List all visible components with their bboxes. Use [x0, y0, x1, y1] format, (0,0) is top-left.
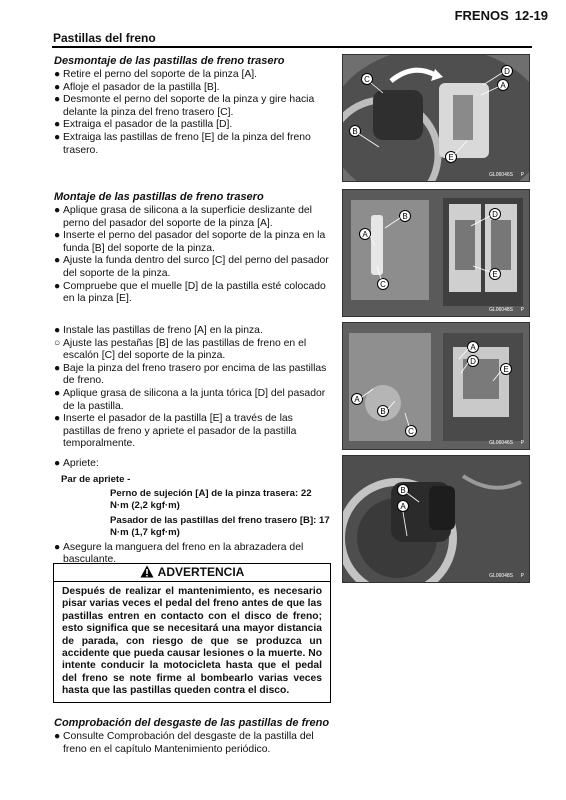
svg-text:B: B: [400, 486, 406, 495]
warning-body: Después de realizar el mantenimiento, es necesario pisar varias veces el pedal del freno antes de que las pastillas entren en contacto con el disco de freno; esto significa que se necesitará una mayor distancia de parada, con riesgo de que se produzca un accidente que pueda causar lesiones o la muerte. No intente conducir la motocicleta hasta que el pedal del freno se note firme al bombearlo varias veces hasta que las pastillas queden contra el disco.: [62, 586, 322, 697]
svg-text:E: E: [503, 365, 509, 374]
torque-spec: Perno de sujeción [A] de la pinza trasera: 22 N·m (2,2 kgf·m): [110, 487, 312, 511]
list-item: ● Instale las pastillas de freno [A] en la pinza.: [54, 325, 263, 336]
photo-caliper-installed: B A GL06048S P: [342, 455, 530, 583]
list-item: ● Aplique grasa de silicona a la superficie deslizante del perno del pasador del soporte de la pinza [A].: [54, 205, 312, 229]
list-item: ● Baje la pinza del freno trasero por encima de las pastillas de freno.: [54, 362, 327, 387]
section-rule: [52, 46, 532, 48]
torque-label: Par de apriete -: [61, 473, 131, 485]
svg-text:C: C: [364, 75, 370, 84]
svg-text:C: C: [380, 280, 386, 289]
removal-heading: Desmontaje de las pastillas de freno trasero: [54, 55, 285, 67]
inspection-heading: Comprobación del desgaste de las pastillas de freno: [54, 717, 330, 729]
installation-steps-b: [54, 325, 330, 451]
list-item: ● Desmonte el perno del soporte de la pinza y gire hacia delante la pinza del freno trasero [C].: [54, 94, 315, 118]
section-title: Pastillas del freno: [53, 31, 156, 45]
photo-caliper-removal: C D A B E GL06046S P: [342, 54, 530, 182]
list-item: ● Extraiga el pasador de la pastilla [D].: [54, 119, 233, 131]
installation-heading: Montaje de las pastillas de freno trasero: [54, 191, 264, 203]
inspection-section: [54, 717, 330, 756]
list-item: ● Asegure la manguera del freno en la abrazadera del basculante.: [54, 541, 304, 566]
svg-text:D: D: [492, 210, 498, 219]
svg-text:A: A: [400, 502, 406, 511]
svg-text:A: A: [354, 395, 360, 404]
list-item: ● Inserte el pasador de la pastilla [E] a través de las pastillas de freno y apriete el pasador de la pastilla temporalmente.: [54, 413, 297, 450]
page-number: 12-19: [514, 8, 548, 23]
svg-text:C: C: [408, 427, 414, 436]
list-item: ● Retire el perno del soporte de la pinza [A].: [54, 69, 258, 80]
svg-text:E: E: [492, 270, 498, 279]
list-item: ● Ajuste la funda dentro del surco [C] del perno del pasador del soporte de la pinza.: [54, 255, 329, 279]
svg-text:E: E: [448, 153, 454, 162]
svg-text:B: B: [380, 407, 386, 416]
svg-text:B: B: [352, 127, 358, 136]
svg-text:A: A: [362, 230, 368, 239]
list-item: ● Inserte el perno del pasador del soporte de la pinza en la funda [B] del soporte de la pinza.: [54, 230, 326, 254]
photo-caliper-installation: B A C D E GL06048S P: [342, 189, 530, 317]
list-item: ● Aplique grasa de silicona a la junta tórica [D] del pasador de la pastilla.: [54, 387, 326, 412]
list-item: ● Afloje el pasador de la pastilla [B].: [54, 81, 220, 93]
svg-text:A: A: [470, 343, 476, 352]
list-item: ● Compruebe que el muelle [D] de la pastilla esté colocado en la pinza [E].: [54, 280, 326, 305]
svg-text:B: B: [402, 212, 408, 221]
list-item: ● Consulte Comprobación del desgaste de la pastilla del freno en el capítulo Mantenimiento periódico.: [54, 731, 314, 755]
photo-pad-installation: A B C A D E GL06046S P: [342, 322, 530, 450]
installation-section: [54, 191, 330, 306]
warning-triangle-icon: [140, 565, 154, 578]
svg-text:D: D: [504, 67, 510, 76]
torque-spec: Pasador de las pastillas del freno trasero [B]: 17 N·m (1,7 kgf·m): [110, 514, 330, 538]
warning-title: ADVERTENCIA: [54, 564, 330, 582]
svg-text:A: A: [500, 81, 506, 90]
list-item: ● Extraiga las pastillas de freno [E] de la pinza del freno trasero.: [54, 131, 311, 156]
page-header: [0, 8, 548, 23]
removal-section: [54, 55, 330, 157]
svg-text:D: D: [470, 357, 476, 366]
torque-section: [54, 458, 330, 567]
list-item: ● Apriete:: [54, 458, 99, 469]
warning-box: [53, 563, 331, 703]
list-item: ○ Ajuste las pestañas [B] de las pastillas de freno en el escalón [C] del soporte de la pinza.: [54, 337, 307, 362]
chapter-title: FRENOS: [454, 8, 509, 23]
